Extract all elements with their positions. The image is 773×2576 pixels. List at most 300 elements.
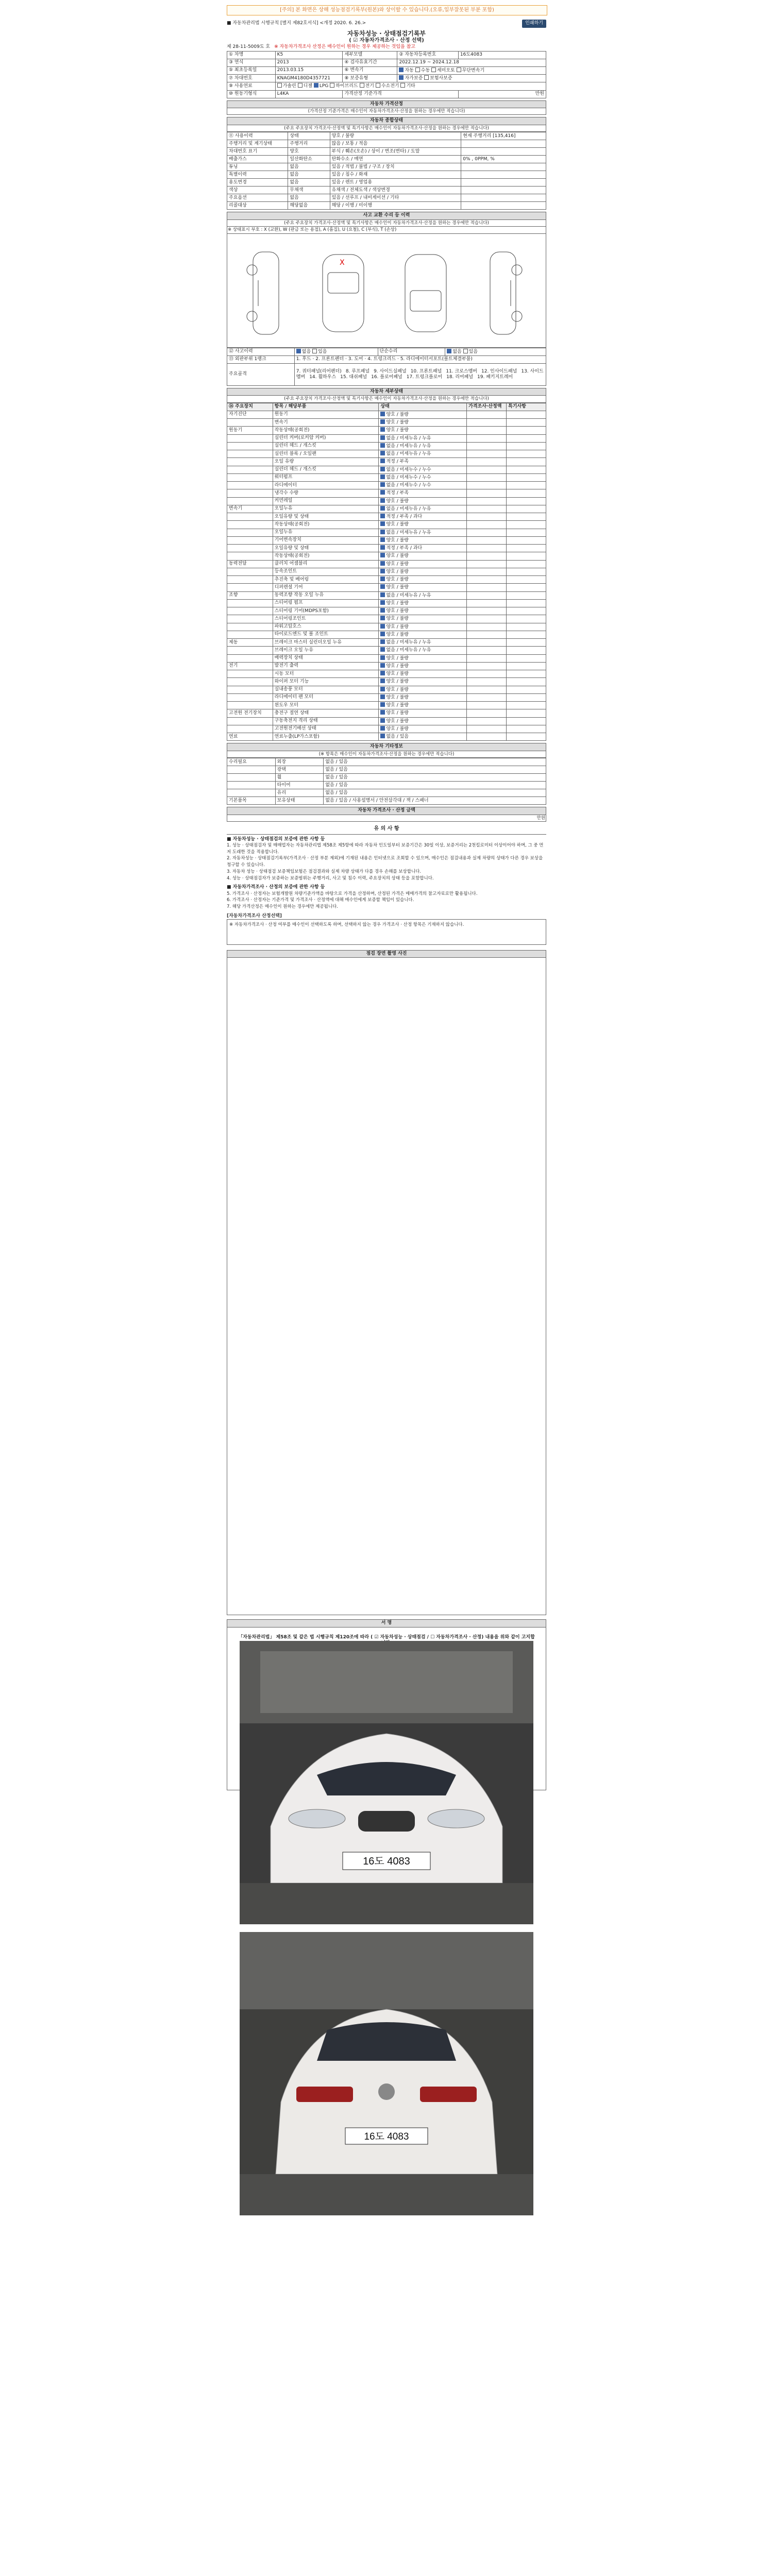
detail-note [507,529,546,536]
checkbox-icon [380,663,385,668]
repair-row [227,782,546,789]
detail-item: 워터펌프 [273,473,379,481]
detail-group [227,623,273,631]
detail-row [227,513,546,521]
checkbox-icon [380,459,385,463]
detail-item: 스티어링 기어(MDPS포함) [273,607,379,615]
detail-item: 디퍼렌셜 기어 [273,584,379,591]
detail-group: 제동 [227,639,273,647]
detail-state: 양호 / 불량 [379,631,467,638]
checkbox-icon [380,498,385,503]
detail-price [467,631,507,638]
price-section-title: 자동차 가격산정 [227,100,546,108]
checkbox-icon [380,632,385,636]
detail-note [507,419,546,427]
detail-group [227,599,273,607]
detail-note [507,654,546,662]
inspector-amount: 만원 [227,815,546,822]
inspection-photo-rear [240,1932,533,2215]
reg-number: 16도4083 [458,51,546,59]
sign-text: 「자동차관리법」 제58조 및 같은 법 시행규칙 제120조에 따라 ( ☑ 자동차성능 · 상태점검 / ☐ 자동차가격조사 · 산정) 내용을 위와 같이 고지합 [238,1634,535,1640]
repair-state: 없음 / 있음 [324,782,546,789]
detail-row [227,678,546,686]
detail-state: 양호 / 불량 [379,654,467,662]
detail-note [507,717,546,725]
detail-row [227,693,546,701]
detail-head-cell: 가격조사·산정액 [467,403,507,411]
detail-note [507,599,546,607]
checkbox-icon [380,647,385,652]
repair-item: 타이어 [275,782,324,789]
detail-row [227,607,546,615]
detail-state: 양호 / 불량 [379,717,467,725]
checkbox-icon [380,412,385,416]
detail-state: 없음 / 미세누유 / 누유 [379,450,467,458]
detail-row [227,615,546,623]
detail-state: 양호 / 불량 [379,411,467,418]
option-section-sub: (※ 항목은 매수인이 자동차가격조사·산정을 원하는 경우에만 적습니다) [227,751,546,758]
detail-item: 실린더 헤드 / 개스킷 [273,442,379,450]
detail-row [227,654,546,662]
detail-row [227,560,546,568]
detail-item: 스티어링 펌프 [273,599,379,607]
repair-state: 없음 / 있음 [324,766,546,774]
price-section-sub: (가격산정 기준가격은 매수인이 자동차가격조사·산정을 원하는 경우에만 적습니다) [227,108,546,115]
note-item: 1. 성능 · 상태점검자 및 매매업자는 자동차관리법 제58조 제5항에 따라 자동차 인도일부터 보증기간은 30일 이상, 보증거리는 2천킬로미터 이상이어야 하며, 그 중 먼저 도래한 것을 적용합니다. [227,842,544,855]
detail-note [507,709,546,717]
name-label: ① 차명 [227,51,276,59]
state-row [227,163,546,171]
vin-label: ⑦ 차대번호 [227,75,276,82]
state-label: ⑪ 사용이력 [227,132,288,140]
car-diagram [227,234,546,348]
detail-price [467,450,507,458]
notes2-list [227,891,546,910]
state-note [461,148,546,156]
detail-group [227,458,273,466]
checkbox-icon [380,443,385,448]
detail-group [227,497,273,505]
checkbox-icon [380,451,385,455]
detail-state: 양호 / 불량 [379,678,467,686]
checkbox-icon [380,514,385,518]
detail-note [507,615,546,623]
detail-group [227,482,273,489]
detail-item: 와이퍼 모터 기능 [273,678,379,686]
detail-state: 적정 / 부족 / 과다 [379,513,467,521]
detail-group [227,545,273,552]
frame-item: 8. 루프패널 [345,368,370,374]
svg-text:X: X [340,258,345,267]
detail-price [467,442,507,450]
detail-item: 윈도우 모터 [273,702,379,709]
state-note [461,179,546,187]
checkbox-icon [380,569,385,573]
vin-value: KNAGM4180D4357721 [275,75,343,82]
detail-label: 세부모델 [343,51,397,59]
detail-item: 고전원전기배선 상태 [273,725,379,733]
detail-state: 양호 / 불량 [379,521,467,529]
car-rear-image [240,1932,533,2215]
checkbox-icon [380,608,385,613]
frame-item: 16. 플로어패널 [371,375,402,380]
detail-price [467,536,507,544]
detail-item: 냉각수 수량 [273,489,379,497]
form-reference: ■ 자동차관리법 시행규칙 [별지 제82호서식] <개정 2020. 6. 26.> [227,21,366,26]
state-item: 해당없음 [288,202,330,210]
state-item: 없음 [288,179,330,187]
state-label: 용도변경 [227,179,288,187]
detail-note [507,458,546,466]
main-frame-items [294,364,546,386]
detail-note [507,607,546,615]
photo-area [227,958,546,1615]
detail-item: 실린더 헤드 / 개스킷 [273,466,379,473]
detail-group [227,654,273,662]
detail-item: 배력장치 상태 [273,654,379,662]
state-label: 주행거리 및 계기상태 [227,140,288,148]
engine-label: ⑩ 원동기형식 [227,90,276,98]
first-reg-value: 2013.03.15 [275,66,343,74]
detail-row [227,482,546,489]
detail-item: 오일누유 [273,505,379,513]
repair-group: 수리필요 [227,758,276,766]
simple-repair-options: 없음 있음 [445,348,546,355]
detail-row [227,450,546,458]
detail-note [507,576,546,584]
detail-item: 원동기 [273,411,379,418]
car-right-side-icon [475,249,531,337]
detail-group [227,489,273,497]
first-reg-label: ⑤ 최초등록일 [227,66,276,74]
accident-options: 없음 있음 [294,348,378,355]
detail-note [507,521,546,529]
detail-note [507,647,546,654]
detail-group [227,419,273,427]
detail-group: 전기 [227,662,273,670]
detail-state: 양호 / 불량 [379,560,467,568]
state-item: 없음 [288,163,330,171]
detail-group: 조향 [227,591,273,599]
state-row [227,194,546,202]
detail-state: 없음 / 있음 [379,733,467,741]
detail-row [227,529,546,536]
repair-item: 휠 [275,774,324,782]
detail-group [227,513,273,521]
detail-price [467,521,507,529]
detail-note [507,670,546,678]
detail-state: 양호 / 불량 [379,536,467,544]
frame-item: 14. 휠하우스 [309,375,337,380]
detail-item: 기어변속장치 [273,536,379,544]
state-row [227,171,546,179]
note-item: 2. 자동차성능 · 상태점검기록부(가격조사 · 산정 부분 제외)에 기재된 내용은 인터넷으로 조회할 수 있으며, 매수인은 점검내용과 실제 차량의 상태가 다른 경우 보상을 청구할 수 있습니다. [227,856,543,868]
detail-price [467,654,507,662]
notes1-list [227,842,546,882]
detail-row [227,458,546,466]
checkbox-icon [380,435,385,440]
state-row [227,140,546,148]
checkbox-icon [380,655,385,660]
detail-group: 동력전달 [227,560,273,568]
detail-state: 없음 / 미세누수 / 누수 [379,466,467,473]
detail-price [467,411,507,418]
detail-price [467,513,507,521]
checkbox-icon [380,694,385,699]
state-item: 상태 [288,132,330,140]
detail-group [227,647,273,654]
detail-row [227,709,546,717]
detail-row [227,497,546,505]
detail-state: 양호 / 불량 [379,709,467,717]
car-top-rear-icon [397,249,454,337]
print-button[interactable]: 인쇄하기 [522,20,546,27]
state-label: 색상 [227,187,288,194]
detail-item: 추진축 및 베어링 [273,576,379,584]
detail-group [227,529,273,536]
detail-group [227,473,273,481]
warranty-options: 자가보증 보험사보증 [397,75,546,82]
detail-item: 클러치 어셈블리 [273,560,379,568]
state-section-sub: (주요 주요장치 가격조사·산정액 및 특기사항은 매수인이 자동차가격조사·산정을 원하는 경우에만 적습니다) [227,125,546,132]
detail-item: 오일누유 [273,529,379,536]
detail-row [227,545,546,552]
detail-note [507,725,546,733]
state-label: 차대번호 표기 [227,148,288,156]
frame-item: 10. 프론트패널 [410,368,442,374]
detail-row [227,442,546,450]
detail-note [507,702,546,709]
price-label: 가격산정 기준가격 [343,90,458,98]
detail-note [507,442,546,450]
detail-price [467,505,507,513]
note-item: 6. 가격조사 · 산정자는 기준가격 및 가격조사 · 산정액에 대해 매수인에게 보증할 책임이 있습니다. [227,897,414,903]
detail-item: 오일유량 및 상태 [273,545,379,552]
detail-row [227,647,546,654]
price-unit: 만원 [458,90,546,98]
detail-price [467,733,507,741]
detail-price [467,560,507,568]
detail-row [227,702,546,709]
detail-item: 충전구 절연 상태 [273,709,379,717]
detail-price [467,473,507,481]
detail-row [227,419,546,427]
detail-row [227,591,546,599]
checkbox-icon [380,419,385,424]
repair-item: 보유상태 [275,797,324,805]
state-note [461,187,546,194]
detail-section-title: 자동차 세부상태 [227,388,546,396]
repair-group: 기본품목 [227,797,276,805]
detail-head-cell: 특기사항 [507,403,546,411]
repair-group [227,766,276,774]
frame-item: 9. 사이드실패널 [374,368,407,374]
repair-group [227,789,276,797]
detail-price [467,552,507,560]
detail-state: 없음 / 미세누유 / 누유 [379,639,467,647]
detail-price [467,434,507,442]
state-item: 주행거리 [288,140,330,148]
detail-row [227,568,546,575]
front-plate-text: 16도 4083 [363,1856,410,1867]
doc-note: ※ 자동차가격조사 산정은 매수인이 원하는 경우 제공하는 것임을 참고 [274,44,415,49]
state-item: 양호 [288,148,330,156]
checkbox-icon [380,584,385,589]
frame-item: 17. 트렁크플로어 [406,375,443,380]
detail-price [467,599,507,607]
notes1-title: ■ 자동차성능 · 상태점검의 보증에 관한 사항 등 [227,836,325,842]
state-label: 특별이력 [227,171,288,179]
detail-note [507,639,546,647]
detail-state: 양호 / 불량 [379,607,467,615]
detail-note [507,584,546,591]
detail-note [507,411,546,418]
detail-group [227,584,273,591]
detail-item: 시동 모터 [273,670,379,678]
checkbox-icon [380,639,385,644]
trans-options: 자동 수동 세미오토 무단변속기 [397,66,546,74]
detail-state: 양호 / 불량 [379,568,467,575]
detail-item: 실내송풍 모터 [273,686,379,693]
detail-price [467,662,507,670]
note-item: 5. 가격조사 · 산정자는 보험개발원 차량기준가액을 바탕으로 가격을 산정하며, 산정된 가격은 매매가격의 참고자료로만 활용됩니다. [227,891,478,896]
detail-row [227,639,546,647]
detail-group [227,615,273,623]
detail-row [227,521,546,529]
detail-note [507,497,546,505]
state-row [227,156,546,163]
detail-state: 적정 / 부족 / 과다 [379,545,467,552]
note-item: 7. 해당 가격산정은 매수인이 원하는 경우에만 제공됩니다. [227,904,338,910]
detail-row [227,599,546,607]
detail-note [507,686,546,693]
detail-state: 없음 / 미세누유 / 누유 [379,591,467,599]
frame-item: 18. 리어패널 [446,375,474,380]
state-options: 있음 / 침수 / 화재 [330,171,461,179]
detail-item: 커먼레일 [273,497,379,505]
checkbox-icon [380,561,385,566]
detail-table [227,403,546,741]
detail-note [507,473,546,481]
state-row [227,179,546,187]
repair-item: 유리 [275,789,324,797]
repair-group [227,774,276,782]
detail-item: 브레이크 오일 누유 [273,647,379,654]
state-note [461,202,546,210]
detail-note [507,489,546,497]
repair-item: 외장 [275,758,324,766]
detail-state: 없음 / 미세누유 / 누유 [379,434,467,442]
detail-price [467,568,507,575]
car-name: K5 [275,51,343,59]
state-label: 배출가스 [227,156,288,163]
detail-head-cell: 항목 / 해당부품 [273,403,379,411]
detail-group: 연료 [227,733,273,741]
state-label: 리콜대상 [227,202,288,210]
state-note [461,163,546,171]
detail-price [467,702,507,709]
repair-state: 없음 / 있음 [324,789,546,797]
detail-state: 없음 / 미세누수 / 누수 [379,482,467,489]
detail-price [467,607,507,615]
detail-item: 등속조인트 [273,568,379,575]
detail-group: 고전원 전기장치 [227,709,273,717]
year-label: ③ 연식 [227,59,276,66]
inspection-photo-front [240,1641,533,1924]
exterior-items: 1. 후드 · 2. 프론트펜더 · 3. 도어 · 4. 트렁크리드 · 5. 라디에이터서포트(볼트체결부품) [294,356,546,364]
frame-item: 7. 쿼터패널(리어펜더) [296,368,342,374]
detail-state: 양호 / 불량 [379,419,467,427]
detail-note [507,631,546,638]
checkbox-icon [380,710,385,715]
detail-price [467,725,507,733]
detail-price [467,545,507,552]
detail-note [507,552,546,560]
state-label: 주요옵션 [227,194,288,202]
detail-price [467,615,507,623]
repair-row [227,797,546,805]
detail-price [467,466,507,473]
detail-group [227,450,273,458]
repair-row [227,789,546,797]
detail-price [467,497,507,505]
detail-row [227,733,546,741]
state-note: 0% , 0PPM, % [461,156,546,163]
car-front-image [240,1641,533,1924]
state-options: 있음 / 렌트 / 영업용 [330,179,461,187]
checkbox-icon [380,537,385,542]
detail-state: 양호 / 불량 [379,427,467,434]
detail-note [507,678,546,686]
photo-section-title: 점검 장면 촬영 사진 [227,950,546,958]
detail-head-cell: ⑭ 주요장치 [227,403,273,411]
detail-note [507,482,546,489]
checkbox-icon [380,616,385,620]
state-section-title: 자동차 종합상태 [227,117,546,125]
detail-state: 양호 / 불량 [379,623,467,631]
detail-row [227,631,546,638]
car-top-front-icon [315,249,372,337]
detail-row [227,662,546,670]
accident-label: ⑫ 사고이력 [227,348,295,355]
detail-group [227,442,273,450]
repair-row [227,774,546,782]
basic-info-table [227,51,546,98]
detail-state: 없음 / 미세누유 / 누유 [379,529,467,536]
state-options: 부식 / 훼손(오손) / 상이 / 변조(변타) / 도말 [330,148,461,156]
repair-state: 없음 / 있음 / 사용설명서 / 안전삼각대 / 잭 / 스패너 [324,797,546,805]
detail-group [227,631,273,638]
state-label: 튜닝 [227,163,288,171]
detail-group [227,686,273,693]
detail-note [507,466,546,473]
detail-price [467,427,507,434]
detail-group [227,552,273,560]
detail-group [227,670,273,678]
detail-row [227,717,546,725]
detail-price [467,678,507,686]
detail-group [227,576,273,584]
frame-section-sub: (주요 주요장치 가격조사·산정액 및 특기사항은 매수인이 자동차가격조사·산정을 원하는 경우에만 적습니다) [227,220,546,227]
state-note [461,194,546,202]
checkbox-icon [380,482,385,487]
detail-item: 스티어링조인트 [273,615,379,623]
detail-price [467,591,507,599]
detail-price [467,458,507,466]
state-options: 있음 / 적법 / 불법 / 구조 / 장치 [330,163,461,171]
state-note [461,171,546,179]
detail-price [467,529,507,536]
